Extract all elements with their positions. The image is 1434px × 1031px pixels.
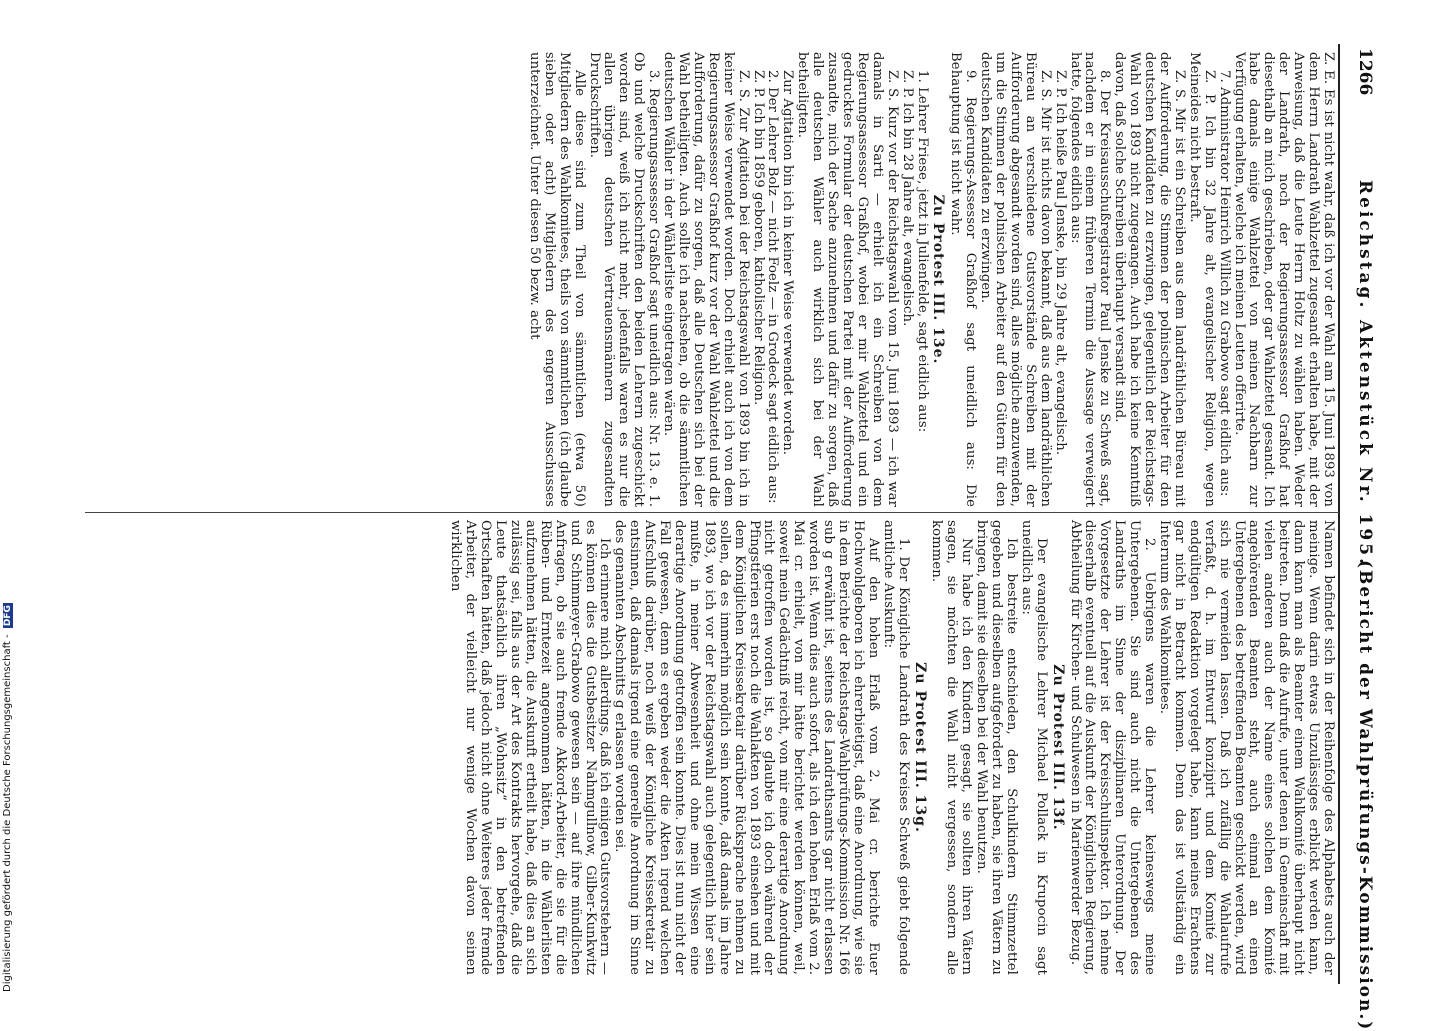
upper-paragraphs-2	[526, 52, 928, 507]
page-number: 1266	[1355, 48, 1375, 96]
paragraph: 1. Der Königliche Landrath des Kreises Schweß giebt folgende amtliche Auskunft:	[880, 520, 911, 975]
paragraph: Z. S. Mir ist ein Schreiben aus dem landräthlichen Büreau mit der Aufforderung, die Stimmen der polnischen Arbeiter für den deutschen Kandidaten zu erzwingen, gelegentlich der Reichstags-Wahl von 1893 nicht zugegangen. Auch habe ich keine Kenntniß davon, daß solche Schreiben überhaupt versandt sind.	[1112, 52, 1187, 507]
protest-heading: Zu Protest III. 13g.	[911, 662, 928, 833]
paragraph: Z. P. Ich heiße Paul Jenske, bin 29 Jahre alt, evangelisch.	[1052, 70, 1068, 456]
document-title: Aktenstück Nr. 195.	[1355, 320, 1375, 568]
paragraph: 8. Der Kreisausschußregistrator Paul Jenske zu Schweß sagt, nachdem er in einem früheren Termin die Aussage verweigert hatte, folgendes eidlich aus:	[1067, 52, 1113, 507]
paragraph: 2. Der Lehrer Bolz — nicht Foelz — in Grodeck sagt eidlich aus:	[765, 70, 781, 504]
paragraph: Ich bestreite entschieden, den Schulkindern Stimmzettel gegeben und dieselben aufgefordert zu haben, sie ihren Vätern zu bringen, damit sie dieselben bei der Wahl benutzen.	[974, 520, 1019, 975]
paragraph: 1. Lehrer Friese, jetzt in Julienfelde, sagt eidlich aus:	[914, 70, 930, 433]
paragraph: Z. P. Ich bin 28 Jahre alt, evangelisch.	[899, 70, 915, 327]
footer-text: Digitalisierung gefördert durch die Deutsche Forschungsgemeinschaft -	[2, 634, 13, 992]
lower-paragraphs-3	[448, 520, 910, 975]
digitization-footer	[2, 603, 13, 992]
upper-paragraphs	[947, 52, 1335, 507]
paragraph: Z. P. Ich bin 1859 geboren, katholischer Religion.	[750, 70, 766, 406]
paragraph: Z. S. Zur Agitation bei der Reichstagswahl von 1893 bin ich in keiner Weise verwendet worden. Doch erhielt auch ich von dem Regierungsassessor Graßhof kurz vor der Wahl Wahlzettel und die Aufforderung, dafür zu sorgen, daß alle Deutschen sich bei der Wahl betheiligten. Auch sollte ich nachsehen, ob die sämmtlichen deutschen Wähler in der Wählerliste eingetragen wären.	[661, 52, 751, 507]
paragraph: 9. Regierungs-Assessor Graßhof sagt uneidlich aus: Die Behauptung ist nicht wahr.	[948, 52, 979, 507]
protest-heading: Zu Protest III. 13e.	[930, 194, 947, 365]
paragraph: Z. S. Mir ist nichts davon bekannt, daß aus dem landräthlichen Büreau an verschiedene Gutsvorstände Schreiben mit der Aufforderung abgesandt worden sind, alles mögliche anzuwenden, um die Stimmen der polnischen Arbeiter auf den Gütern für den deutschen Kandidaten zu erzwingen.	[978, 52, 1053, 507]
protest-heading: Zu Protest III. 13f.	[1049, 664, 1066, 831]
document-subtitle: (Bericht der Wahlprüfungs-Kommission.)	[1355, 560, 1375, 1031]
paragraph: Namen befindet sich in der Reihenfolge des Alphabets auch der meinige. Wenn darin etwas Unzulässiges erblickt werden kann, dann kann man als Beamter einem Wahlkomité überhaupt nicht beitreten. Denn daß die Aufrufe, unter denen in Gemeinschaft mit vielen anderen auch der Name eines solchen dem Komité angehörenden Beamten steht, auch einmal an einen Untergebenen des betreffenden Beamten geschickt werden, wird sich nie vermeiden lassen. Daß ich zufällig die Wahlaufrufe verfaßt, d. h. im Entwurf konzipirt und dem Komité zur endgültigen Redaktion vorgelegt habe, kann meines Erachtens gar nicht in Betracht kommen. Denn das ist vollständig ein Internum des Wahlkomitees.	[1157, 520, 1336, 975]
lower-paragraphs-2	[929, 520, 1048, 975]
paragraph: Z. E. Es ist nicht wahr, daß ich vor der Wahl am 15. Juni 1893 von dem Herrn Landrath Wahlzettel zugesandt erhalten habe, mit der Anweisung, daß die Leute Herrn Holtz zu wählen haben. Weder der Landrath, noch der Regierungsassessor Graßhof hat diesethalb an mich geschrieben, oder gar Wahlzettel gesandt. Ich habe damals einige Wahlzettel von meinen Nachbarn zur Verfügung erhalten, welche ich meinen Leuten offerirte.	[1231, 52, 1336, 507]
paragraph: 2. Uebrigens waren die Lehrer keineswegs meine Untergebenen. Sie sind auch nicht die Untergebenen des Landraths im Sinne der disziplinaren Unterordnung. Der Vorgesetzte der Lehrer ist der Kreisschulinspektor. Ich nehme dieserhalb eventuell auf die Auskunft der Königlichen Regierung, Abtheilung für Kirchen- und Schulwesen in Marienwerder Bezug.	[1067, 520, 1158, 975]
paragraph: Zur Agitation bin ich in keiner Weise verwendet worden.	[780, 70, 796, 456]
paragraph: Auf den hohen Erlaß vom 2. Mai cr. berichte Euer Hochwohlgeboren ich ehrerbietigst, daß eine Anordnung, wie sie in dem Berichte der Reichstags-Wahlprüfungs-Kommission Nr. 166 sub g erwähnt ist, seitens des Landrathsamts gar nicht erlassen worden ist. Wenn dies auch sofort, als ich den hohen Erlaß vom 2. Mai cr. erhielt, von mir hätte berichtet werden können, weil, soweit mein Gedächtniß reicht, von mir eine derartige Anordnung nicht getroffen worden ist, so glaubte ich doch während der Pfingstferien erst noch die Wahlakten von 1893 einsehen und mit dem Königlichen Kreissekretair darüber Rücksprache nehmen zu sollen, da es immerhin möglich sein konnte, daß damals im Jahre 1893, wo ich vor der Reichstagswahl auch gelegentlich hier sein mußte, in meiner Abwesenheit und ohne mein Wissen eine derartige Anordnung getroffen sein konnte. Dies ist nun nicht der Fall gewesen, denn es ergeben weder die Akten irgend welchen Aufschluß darüber, noch weiß der Königliche Kreissekretair zu entsinnen, daß damals irgend eine generelle Anordnung im Sinne des genannten Abschnitts g erlassen worden sei.	[612, 520, 881, 975]
section-title: Reichstag.	[1355, 180, 1375, 311]
dfg-logo: DFG	[3, 605, 13, 627]
header-rule	[1338, 44, 1340, 984]
paragraph: Alle diese sind zum Theil von sämmtlichen (etwa 50) Mitgliedern des Wahlkomitees, theils von sämmtlichen (ich glaube sieben oder acht) Mitgliedern des engeren Ausschusses unterzeichnet. Unter diesen 50 bezw. acht	[526, 52, 587, 507]
paragraph: Ich erinnere mich allerdings, daß ich einigen Gutsvorstehern — es können dies die Gutsbesitzer Nahmgullnow, Gilber-Kunkwitz und Schimmeyer-Grabowo gewesen sein — auf ihre mündlichen Anfragen, ob sie auch fremde Akkord-Arbeiter, die sie für die Rüben- und Erntezeit angenommen hätten, in die Wählerlisten aufzunehmen hätten, die Auskunft ertheilt habe, daß dies an sich zulässig sei, falls aus der Art des Kontrakts hervorgehe, daß die Leute thatsächlich ihren „Wohnsitz“ in den betreffenden Ortschaften hätten, daß jedoch nicht ohne Weiteres jeder fremde Arbeiter, der vielleicht nur wenige Wochen davon seinen wirklichen	[448, 520, 613, 975]
paragraph: Z. P. Ich bin 32 Jahre alt, evangelischer Religion, wegen Meineides nicht bestraft.	[1186, 52, 1217, 507]
column-lower	[90, 520, 1335, 975]
lower-paragraphs	[1067, 520, 1335, 975]
paragraph: Nur habe ich den Kindern gesagt, sie sollten ihren Vätern sagen, sie möchten die Wahl nicht vergessen, sondern alle kommen.	[929, 520, 975, 975]
paragraph: 3. Regierungsassessor Graßhof sagt uneidlich aus: Nr. 13. e. 1. Ob und welche Druckschriften den beiden Lehrern zugeschickt worden sind, weiß ich nicht mehr, jedenfalls waren es nur die allen übrigen deutschen Vertrauensmännern zugesandten Druckschriften.	[586, 52, 662, 507]
paragraph: 7. Administrator Heinrich Willich zu Grabowo sagt eidlich aus:	[1216, 70, 1232, 497]
paragraph: Der evangelische Lehrer Michael Pollack in Krupocin sagt uneidlich aus:	[1018, 520, 1049, 975]
paragraph: Z. S. Kurz vor der Reichstagswahl vom 15. Juni 1893 — ich war damals in Sarti — erhielt ich ein Schreiben von dem Regierungsassessor Graßhof, wobei er mir Wahlzettel und ein gedrucktes Formular der deutschen Partei mit der Aufforderung zusandte, mich der Sache anzunehmen und dafür zu sorgen, daß alle deutschen Wähler auch wirklich sich bei der Wahl betheiligten.	[795, 52, 900, 507]
column-upper	[90, 52, 1335, 507]
column-separator	[85, 512, 1339, 513]
